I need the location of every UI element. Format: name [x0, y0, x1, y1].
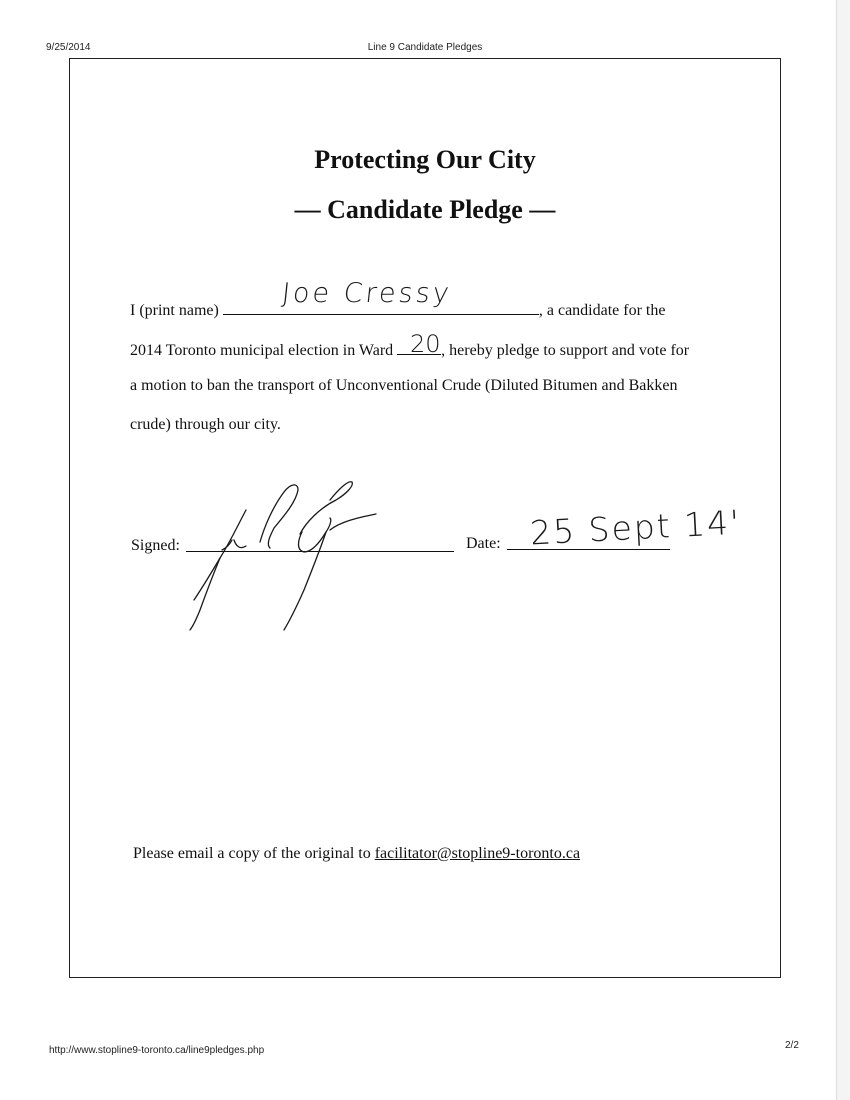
pledge-line-end: crude) through our city. [130, 416, 281, 433]
email-instruction [133, 845, 580, 863]
candidate-text: , a candidate for the [538, 302, 666, 319]
document-title: Protecting Our City [314, 145, 536, 174]
ward-label: 2014 Toronto municipal election in Ward [130, 342, 394, 359]
signed-label: Signed: [131, 537, 180, 554]
pledge-text: , hereby pledge to support and vote for [441, 342, 690, 359]
print-header-date: 9/25/2014 [46, 42, 91, 53]
pledge-line-motion: a motion to ban the transport of Unconventional Crude (Diluted Bitumen and Bakken [130, 377, 678, 394]
print-header-title: Line 9 Candidate Pledges [367, 42, 483, 53]
print-footer-page: 2/2 [785, 1040, 799, 1051]
email-prefix: Please email a copy of the original to [133, 845, 371, 862]
email-link[interactable]: facilitator@stopline9-toronto.ca [374, 845, 581, 862]
handwritten-date: 25 Sept 14' [529, 502, 743, 553]
document-subtitle: — Candidate Pledge — [294, 195, 556, 224]
date-label: Date: [466, 535, 501, 552]
print-footer-url: http://www.stopline9-toronto.ca/line9pledges.php [49, 1045, 265, 1056]
handwritten-name: Joe Cressy [280, 278, 454, 309]
handwritten-signature [180, 470, 400, 635]
handwritten-ward: 20 [410, 330, 441, 358]
print-name-label: I (print name) [130, 302, 219, 319]
